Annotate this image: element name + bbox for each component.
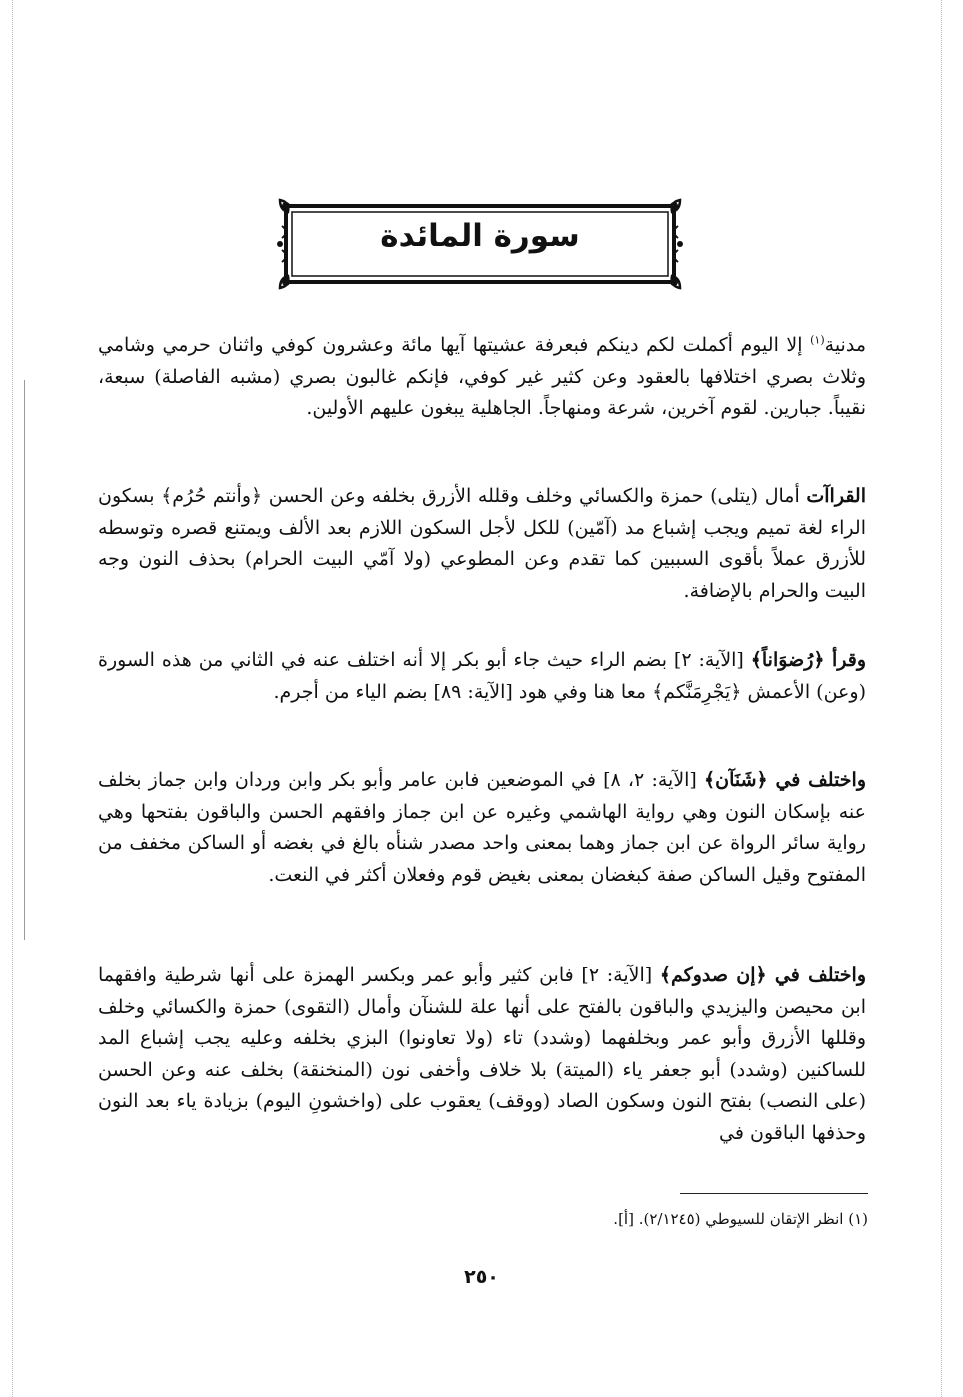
surah-title-frame: [276, 196, 684, 292]
paragraph-in-saddukum: [98, 960, 866, 1149]
surah-title: سورة المائدة: [380, 218, 580, 254]
paragraph-body: [الآية: ٢] فابن كثير وأبو عمر وبكسر الهمزة على أنها شرطية وافقهما ابن محيصن واليزيدي والباقون بالفتح على أنها علة للشنآن وأمال (التقوى) حمزة والكسائي وخلف وقللها الأزرق وأبو عمر وبخلفهما (وشدد) تاء (ولا تعاونوا) البزي بخلفه وعليه يجب إشباع المد للساكنين (وشدد) أبو جعفر ياء (الميتة) بلا خلاف وأخفى نون (المنخنقة) بخلف عنه وعن الحسن (على النصب) بفتح النون وسكون الصاد (ووقف) يعقوب على (واخشونِ اليوم) بزيادة ياء بعد النون وحذفها الباقون في: [98, 964, 866, 1144]
paragraph-lead: واختلف في ﴿شَنَآن﴾: [704, 769, 867, 791]
scan-guide-line: [12, 0, 13, 1397]
scan-margin-line: [24, 380, 25, 940]
paragraph-body: [الآية: ٢] بضم الراء حيث جاء أبو بكر إلا أنه اختلف عنه في الثاني من هذه السورة (وعن) الأعمش ﴿يَجْرِمَنَّكم﴾ معا هنا وفي هود [الآية: ٨٩] بضم الياء من أجرم.: [98, 649, 866, 703]
paragraph-lead: واختلف في ﴿إن صدوكم﴾: [659, 964, 867, 986]
paragraph-intro: [98, 330, 866, 425]
paragraph-body: أمال (يتلى) حمزة والكسائي وخلف وقلله الأزرق بخلفه وعن الحسن ﴿وأنتم حُرُم﴾ بسكون الراء لغة تميم ويجب إشباع مد (آمّين) للكل لأجل السكون اللازم بعد الألف ويمتنع قصره وتوسطه للأزرق عملاً بأقوى السببين كما تقدم وعن المطوعي (ولا آمّي البيت الحرام) بحذف النون وجه البيت والحرام بالإضافة.: [98, 485, 866, 602]
page-number: ٢٥٠: [464, 1266, 499, 1288]
paragraph-lead: القراآت: [806, 485, 866, 507]
footnote-reference: (١): [810, 333, 825, 347]
footnote-divider: [680, 1193, 868, 1194]
paragraph-body: [الآية: ٢، ٨] في الموضعين فابن عامر وأبو بكر وابن وردان وابن جماز بخلف عنه بإسكان النون وهي رواية الهاشمي وغيره عن ابن جماز وافقهم الحسن والباقون بفتحها وهي رواية سائر الرواة عن ابن جماز وهما بمعنى واحد مصدر شنأه بالغ في بغضه أو الساكن مخفف من المفتوح وقيل الساكن صفة كبغضان بمعنى بغيض قوم وفعلان أكثر في النعت.: [98, 769, 866, 886]
paragraph-lead: مدنية: [824, 334, 866, 356]
paragraph-body: إلا اليوم أكملت لكم دينكم فبعرفة عشيتها آيها مائة وعشرون كوفي واثنان حرمي وشامي وثلاث بصري اختلافها بالعقود وعن كثير غير كوفي، فإنكم غالبون بصري (مشبه الفاصلة) سبعة، نقيباً. جبارين. لقوم آخرين، شرعة ومنهاجاً. الجاهلية يبغون عليهم الأولين.: [98, 334, 866, 419]
footnote: (١) انظر الإتقان للسيوطي (٢/١٢٤٥). [أ].: [613, 1210, 868, 1228]
paragraph-ridwanan: [98, 645, 866, 708]
scan-guide-line: [941, 0, 942, 1397]
paragraph-shanaan: [98, 765, 866, 891]
paragraph-lead: وقرأ ﴿رُضوَاناً﴾: [750, 649, 866, 671]
paragraph-readings: [98, 481, 866, 607]
